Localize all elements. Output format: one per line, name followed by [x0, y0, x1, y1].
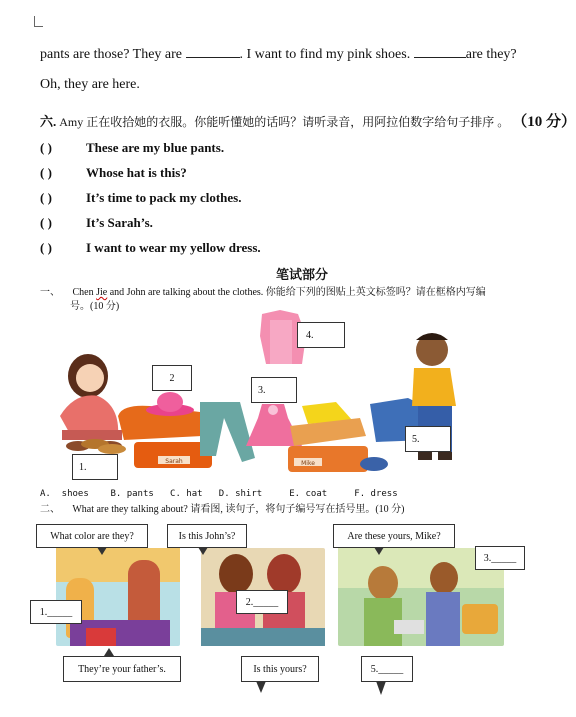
- cap-picture: [360, 457, 388, 471]
- label-box-3[interactable]: [251, 377, 297, 403]
- speech-bubble-is-this-johns: [167, 524, 247, 548]
- part-1-text-b: Jie: [96, 287, 108, 298]
- options-line: A. shoes B. pants C. hat D. shirt E. coat F. dress: [40, 489, 398, 499]
- exercise-line-1: [40, 44, 517, 63]
- line1-text-a: pants are those? They are: [40, 47, 183, 62]
- label-box-1[interactable]: [72, 454, 118, 480]
- section-6-instruction: Amy 正在收拾她的衣服。你能听懂她的话吗？请听录音，用阿拉伯数字给句子排序 。: [59, 115, 510, 129]
- speech-bubble-is-this-yours: [241, 656, 319, 682]
- item-text: I want to wear my yellow dress.: [86, 240, 261, 255]
- item-text: It’s time to pack my clothes.: [86, 190, 242, 205]
- section-6-heading: [40, 110, 576, 131]
- list-item: [40, 190, 242, 206]
- answer-bubble-1[interactable]: [30, 600, 82, 624]
- label-box-4[interactable]: [297, 322, 345, 348]
- bubble-text: What color are they?: [50, 530, 134, 542]
- part-2-instruction: [40, 503, 405, 517]
- mike-suitcase: [288, 418, 368, 472]
- scene-1-clothing-store: [56, 548, 180, 646]
- list-item: [40, 240, 261, 256]
- list-item: [40, 215, 153, 231]
- part-2-text: What are they talking about? 请看图, 读句子，将句子编号写在括号里。(10 分): [72, 504, 405, 515]
- bubble-text: Is this John’s?: [178, 530, 236, 542]
- shoes-picture: [81, 439, 126, 454]
- exercise-line-2: Oh, they are here.: [40, 77, 140, 92]
- sarah-tag-label: Sarah: [165, 458, 183, 465]
- speech-bubble-fathers: [63, 656, 181, 682]
- speech-bubble-are-these-yours: [333, 524, 455, 548]
- answer-paren[interactable]: ( ): [40, 215, 52, 230]
- written-part-title: 笔试部分: [276, 267, 329, 282]
- speech-bubble-what-color: [36, 524, 148, 548]
- item-text: These are my blue pants.: [86, 140, 225, 155]
- label-box-1-text: 1.: [79, 461, 87, 473]
- answer-bubble-5[interactable]: [361, 656, 413, 682]
- answer-paren[interactable]: ( ): [40, 165, 52, 180]
- answer-paren[interactable]: ( ): [40, 140, 52, 155]
- section-6-points: （10 分）: [512, 114, 576, 130]
- bubble-text: Are these yours, Mike?: [347, 530, 441, 542]
- part-1-text-d: 号。(10 分): [70, 301, 120, 312]
- answer-bubble-2[interactable]: [236, 590, 288, 614]
- label-box-5-text: 5.: [412, 433, 420, 445]
- bubble-text: They’re your father’s.: [78, 663, 166, 675]
- part-1-text-c: and John are talking about the clothes. 你能给下列的图贴上英文标签吗？请在框格内写编: [109, 287, 486, 298]
- item-text: Whose hat is this?: [86, 165, 187, 180]
- mike-tag-label: Mike: [301, 460, 315, 467]
- answer-blank-text: 2._____: [245, 596, 279, 608]
- label-box-3-text: 3.: [258, 384, 266, 396]
- answer-bubble-3[interactable]: [475, 546, 525, 570]
- hat-picture: [146, 392, 194, 416]
- section-6-number: 六.: [40, 114, 57, 129]
- part-2-number: 二、: [40, 504, 60, 515]
- answer-blank-text: 3._____: [483, 552, 517, 564]
- list-item: [40, 140, 224, 156]
- list-item: [40, 165, 187, 181]
- girl-figure: [60, 354, 122, 451]
- line1-text-c: are they?: [465, 47, 517, 62]
- answer-blank-text: 5._____: [370, 663, 404, 675]
- label-box-2[interactable]: [152, 365, 192, 391]
- part-1-text-a: Chen: [72, 287, 94, 298]
- bubble-text: Is this yours?: [253, 663, 307, 675]
- part-1-number: 一、: [40, 287, 60, 298]
- answer-blank-2[interactable]: [414, 44, 466, 58]
- item-text: It’s Sarah’s.: [86, 215, 153, 230]
- answer-paren[interactable]: ( ): [40, 240, 52, 255]
- pants-picture: [200, 402, 255, 462]
- label-box-5[interactable]: [405, 426, 451, 452]
- label-box-4-text: 4.: [306, 329, 314, 341]
- corner-mark: [34, 16, 43, 27]
- answer-blank-text: 1._____: [39, 606, 73, 618]
- answer-paren[interactable]: ( ): [40, 190, 52, 205]
- answer-blank-1[interactable]: [186, 44, 240, 58]
- line1-text-b: . I want to find my pink shoes.: [239, 47, 411, 62]
- label-box-2-text: 2: [169, 372, 175, 384]
